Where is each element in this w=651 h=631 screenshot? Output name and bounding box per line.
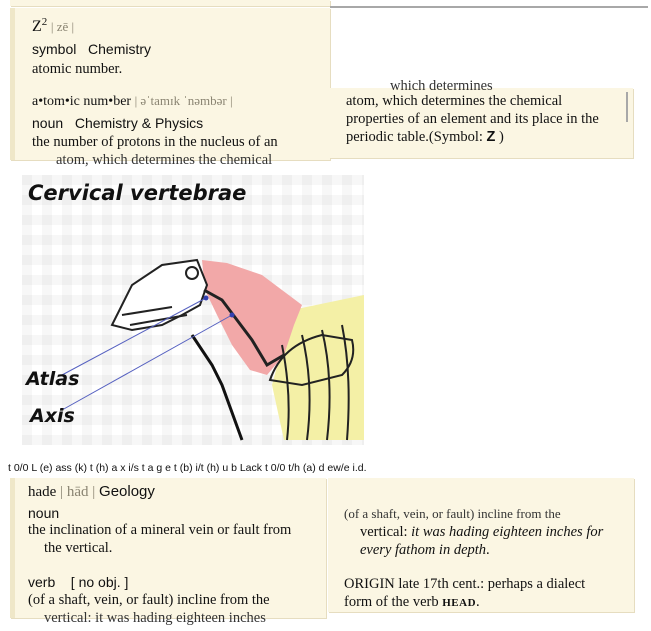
pos-row [32, 115, 203, 131]
card-hade-continued [328, 478, 634, 612]
pronunciation: | zē | [50, 18, 75, 34]
line3-text: periodic table.(Symbol: [346, 129, 487, 145]
line2-suffix: . [486, 542, 490, 558]
anatomy-image [22, 175, 364, 445]
divider: | [60, 484, 64, 500]
verb-definition: (of a shaft, vein, or fault) incline from the [28, 592, 270, 608]
clipped-line: (of a shaft, vein, or fault) incline from the [344, 506, 561, 521]
divider-top-right [330, 6, 648, 8]
headword-row [28, 483, 155, 501]
part-of-speech: symbol [32, 41, 77, 57]
part-of-speech: noun [32, 115, 64, 131]
definition-line-3 [346, 129, 504, 146]
line2-example: every fathom in depth [360, 542, 487, 558]
verb-pos: verb [28, 574, 56, 590]
scrollbar-edge [626, 92, 628, 122]
line1-prefix: vertical: [360, 524, 412, 540]
axis-dot [230, 313, 235, 318]
card-z [10, 8, 330, 88]
card-edge [10, 8, 15, 88]
origin-line2-prefix: form of the verb [344, 594, 443, 610]
card-edge [10, 88, 15, 160]
part-of-speech: noun [28, 505, 60, 521]
origin-line-2 [344, 594, 480, 611]
verb-note: [ no obj. ] [70, 574, 129, 590]
card-edge [10, 478, 15, 618]
headword: hade [28, 484, 57, 500]
definition: the number of protons in the nucleus of an [32, 134, 278, 150]
definition: atomic number. [32, 61, 123, 77]
verb-row [28, 574, 128, 590]
clipped-line: which determines [390, 78, 493, 94]
verb-definition-clipped: vertical: it was hading eighteen inches [44, 610, 266, 626]
pronunciation: hād [66, 484, 89, 500]
example-line-1 [360, 524, 603, 541]
caption-text: t 0/0 L (e) ass (k) t (h) a x i/s t a g e t (b) i/t (h) u b Lack t 0/0 t/h (a) d ew/e i.d. [8, 462, 367, 474]
pronunciation: | əˈtamɪk ˈnəmbər | [134, 93, 233, 108]
origin-label: ORIGIN [344, 576, 395, 592]
line1-example: it was hading eighteen inches for [411, 524, 604, 540]
card-atomic-number [10, 88, 330, 168]
card-hade [10, 478, 326, 626]
definition-clipped: atom, which determines the chemical [56, 152, 273, 168]
example-line-2 [360, 542, 490, 559]
subject-label: Geology [99, 483, 155, 500]
card-atomic-number-continued [330, 78, 633, 158]
headword-row [32, 93, 233, 110]
pos-row [32, 41, 151, 57]
symbol: Z [486, 129, 496, 145]
atlas-label: Atlas [26, 368, 80, 390]
atlas-dot [204, 296, 209, 301]
origin-word: HEAD [442, 597, 477, 609]
neck-outline [192, 335, 242, 440]
image-title: Cervical vertebrae [28, 181, 247, 205]
definition-2: the vertical. [44, 540, 113, 556]
superscript: 2 [41, 16, 48, 28]
origin-line-1 [344, 576, 585, 593]
headword-z-row [32, 16, 74, 36]
axis-label: Axis [30, 405, 75, 427]
card-fragment-top [10, 0, 330, 6]
definition-line-1: atom, which determines the chemical [346, 93, 563, 109]
definition-line-2: properties of an element and its place in the [346, 111, 599, 127]
subject-label: Chemistry [88, 41, 152, 57]
divider: | [92, 484, 96, 500]
origin-text: late 17th cent.: perhaps a dialect [394, 576, 586, 592]
subject-label: Chemistry & Physics [74, 115, 204, 131]
line3-suffix: ) [495, 129, 504, 145]
headword: a•tom•ic num•ber [32, 94, 132, 109]
definition-1: the inclination of a mineral vein or fault from [28, 522, 292, 538]
origin-line2-suffix: . [476, 594, 480, 610]
headword: Z [32, 17, 42, 35]
